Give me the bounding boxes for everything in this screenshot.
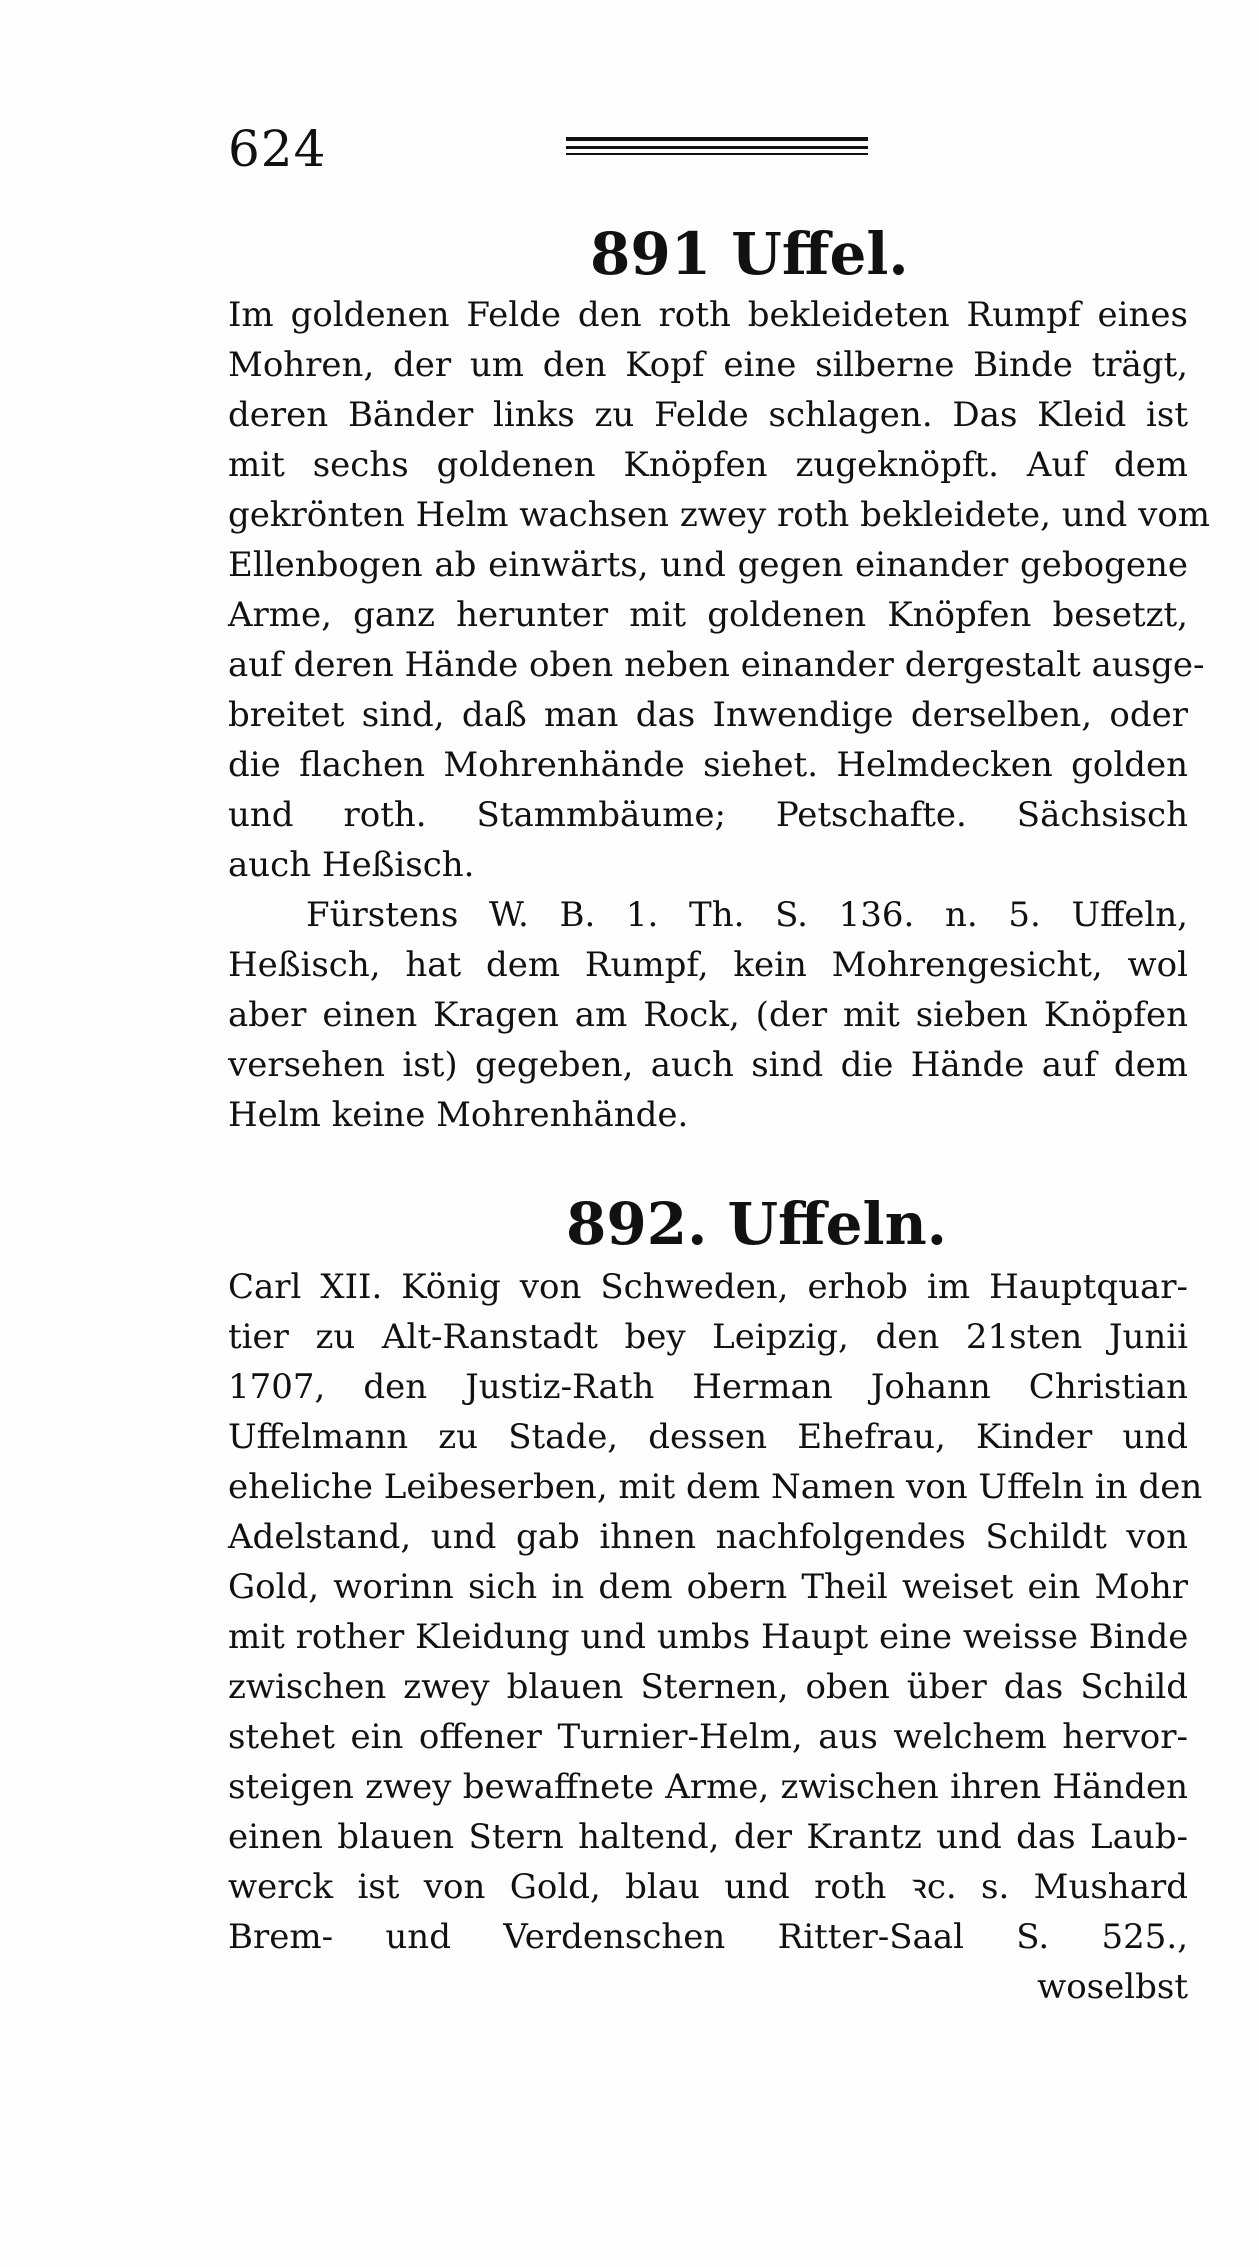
header-rule [566,153,868,155]
text-line: werck ist von Gold, blau und roth ꝛc. s. Mushard [228,1867,1188,1907]
text-line: stehet ein offener Turnier-Helm, aus welchem hervor- [228,1717,1188,1757]
text-line: versehen ist) gegeben, auch sind die Hände auf dem [228,1045,1188,1085]
text-line: deren Bänder links zu Felde schlagen. Das Kleid ist [228,395,1188,435]
text-line: zwischen zwey blauen Sternen, oben über das Schild [228,1667,1188,1707]
entry-heading-892: 892. Uffeln. [566,1190,947,1258]
text-line: mit sechs goldenen Knöpfen zugeknöpft. Auf dem [228,445,1188,485]
text-line: Ellenbogen ab einwärts, und gegen einander gebogene [228,545,1188,585]
text-line: Gold, worinn sich in dem obern Theil weiset ein Mohr [228,1567,1188,1607]
text-line: und roth. Stammbäume; Petschafte. Sächsisch [228,795,1188,835]
entry-text-891 [228,290,1211,1140]
text-line: steigen zwey bewaffnete Arme, zwischen ihren Händen [228,1767,1188,1807]
text-line: Adelstand, und gab ihnen nachfolgendes Schildt von [228,1517,1188,1557]
text-line: breitet sind, daß man das Inwendige derselben, oder [228,695,1188,735]
text-line: Brem- und Verdenschen Ritter-Saal S. 525., [228,1917,1188,1957]
header-rule [566,146,868,149]
text-line: gekrönten Helm wachsen zwey roth bekleidete, und vom [228,495,1211,535]
text-line: auch Heßisch. [228,845,475,885]
text-line: die flachen Mohrenhände siehet. Helmdecken golden [228,745,1188,785]
page-number: 624 [228,120,327,178]
text-line: 1707, den Justiz-Rath Herman Johann Christian [228,1367,1188,1407]
text-line: auf deren Hände oben neben einander dergestalt ausge- [228,645,1205,685]
entry-heading-891: 891 Uffel. [590,220,909,288]
text-line: Im goldenen Felde den roth bekleideten Rumpf eines [228,295,1188,335]
text-line: Mohren, der um den Kopf eine silberne Binde trägt, [228,345,1188,385]
text-line: Uffelmann zu Stade, dessen Ehefrau, Kinder und [228,1417,1188,1457]
text-line: Heßisch, hat dem Rumpf, kein Mohrengesicht, wol [228,945,1188,985]
header-rule [566,137,868,141]
text-line: Arme, ganz herunter mit goldenen Knöpfen besetzt, [228,595,1188,635]
text-line: eheliche Leibeserben, mit dem Namen von Uffeln in den [228,1467,1203,1507]
text-line: tier zu Alt-Ranstadt bey Leipzig, den 21sten Junii [228,1317,1188,1357]
text-line: aber einen Kragen am Rock, (der mit sieben Knöpfen [228,995,1188,1035]
text-line: einen blauen Stern haltend, der Krantz und das Laub- [228,1817,1188,1857]
text-line: Fürstens W. B. 1. Th. S. 136. n. 5. Uffeln, [306,895,1188,935]
catchword: woselbst [1037,1967,1188,2007]
text-line: mit rother Kleidung und umbs Haupt eine weisse Binde [228,1617,1189,1657]
text-line: Carl XII. König von Schweden, erhob im Hauptquar- [228,1267,1188,1307]
entry-text-892 [228,1262,1203,2012]
text-line: Helm keine Mohrenhände. [228,1095,689,1135]
